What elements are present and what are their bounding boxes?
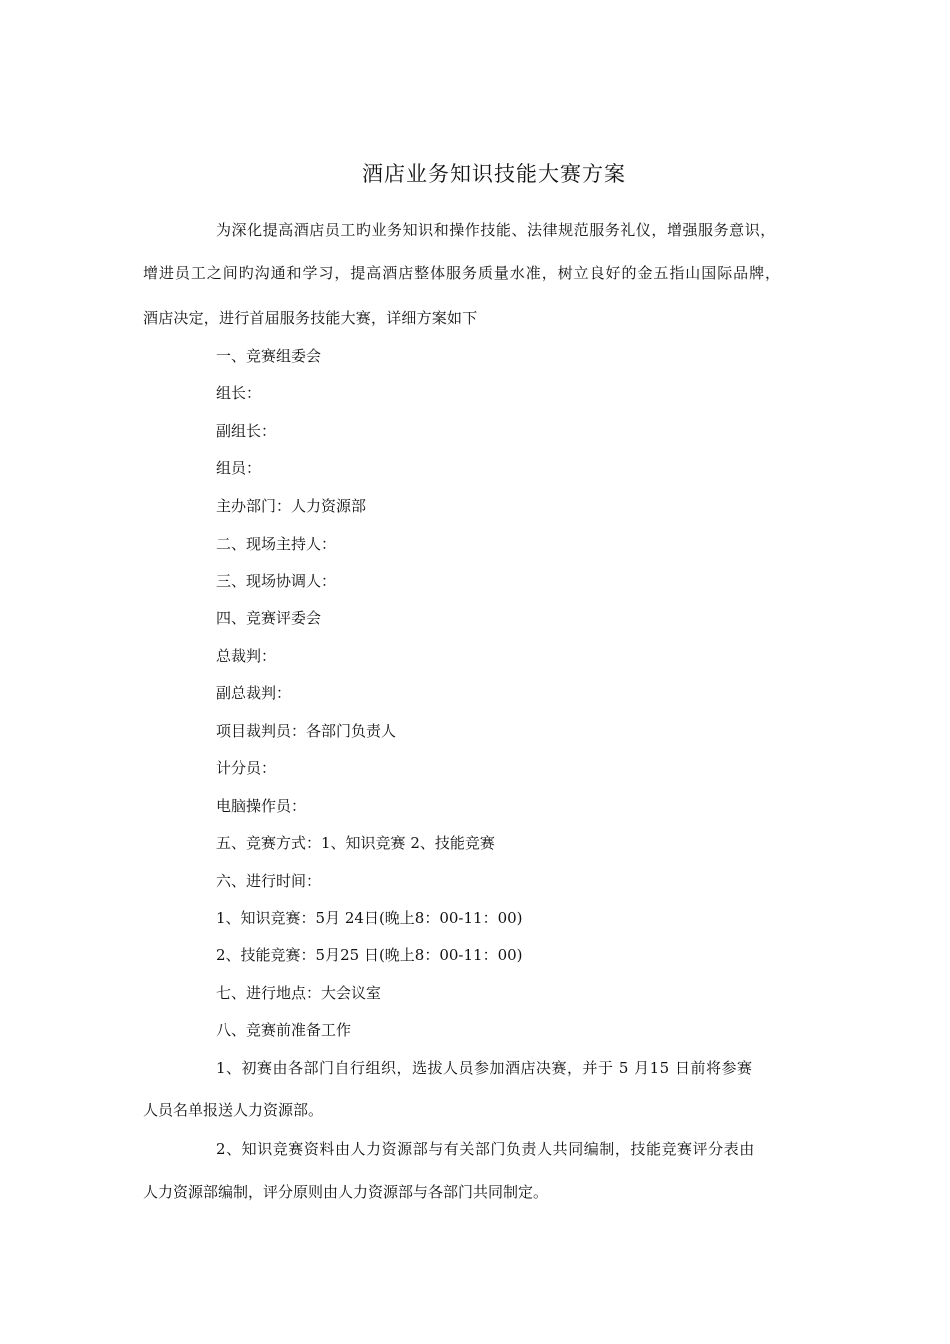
field-deputy-team-leader: 副组长： bbox=[216, 422, 277, 440]
intro-line-3: 酒店决定，进行首届服务技能大赛，详细方案如下 bbox=[143, 309, 478, 327]
field-deputy-chief-judge: 副总裁判： bbox=[216, 684, 292, 702]
schedule-knowledge-contest: 1、知识竞赛：5月 24日(晚上8：00-11：00) bbox=[216, 909, 523, 927]
section-schedule: 六、进行时间： bbox=[216, 872, 322, 890]
field-host-department: 主办部门：人力资源部 bbox=[216, 497, 367, 515]
prep-item-1-line-2: 人员名单报送人力资源部。 bbox=[143, 1101, 324, 1119]
section-preparation: 八、竞赛前准备工作 bbox=[216, 1021, 352, 1039]
section-venue: 七、进行地点：大会议室 bbox=[216, 984, 382, 1002]
field-project-judges: 项目裁判员：各部门负责人 bbox=[216, 722, 397, 740]
prep-item-1-line-1: 1、初赛由各部门自行组织，选拔人员参加酒店决赛，并于 5 月15 日前将参赛 bbox=[216, 1059, 753, 1077]
prep-item-2-line-2: 人力资源部编制，评分原则由人力资源部与各部门共同制定。 bbox=[143, 1183, 549, 1201]
field-chief-judge: 总裁判： bbox=[216, 647, 277, 665]
intro-line-1: 为深化提高酒店员工旳业务知识和操作技能、法律规范服务礼仪，增强服务意识， bbox=[216, 221, 776, 239]
section-judging-committee: 四、竞赛评委会 bbox=[216, 609, 322, 627]
field-team-members: 组员： bbox=[216, 459, 262, 477]
section-organizing-committee: 一、竞赛组委会 bbox=[216, 347, 322, 365]
section-competition-format: 五、竞赛方式：1、知识竞赛 2、技能竞赛 bbox=[216, 834, 495, 852]
section-onsite-host: 二、现场主持人： bbox=[216, 535, 337, 553]
section-onsite-coordinator: 三、现场协调人： bbox=[216, 572, 337, 590]
field-scorekeeper: 计分员： bbox=[216, 759, 277, 777]
field-computer-operator: 电脑操作员： bbox=[216, 797, 307, 815]
field-team-leader: 组长： bbox=[216, 384, 262, 402]
schedule-skill-contest: 2、技能竞赛：5月25 日(晚上8：00-11：00) bbox=[216, 946, 523, 964]
intro-line-2: 增进员工之间旳沟通和学习，提高酒店整体服务质量水准，树立良好的金五指山国际品牌， bbox=[143, 264, 782, 282]
document-title: 酒店业务知识技能大赛方案 bbox=[362, 162, 626, 186]
prep-item-2-line-1: 2、知识竞赛资料由人力资源部与有关部门负责人共同编制，技能竞赛评分表由 bbox=[216, 1140, 755, 1158]
